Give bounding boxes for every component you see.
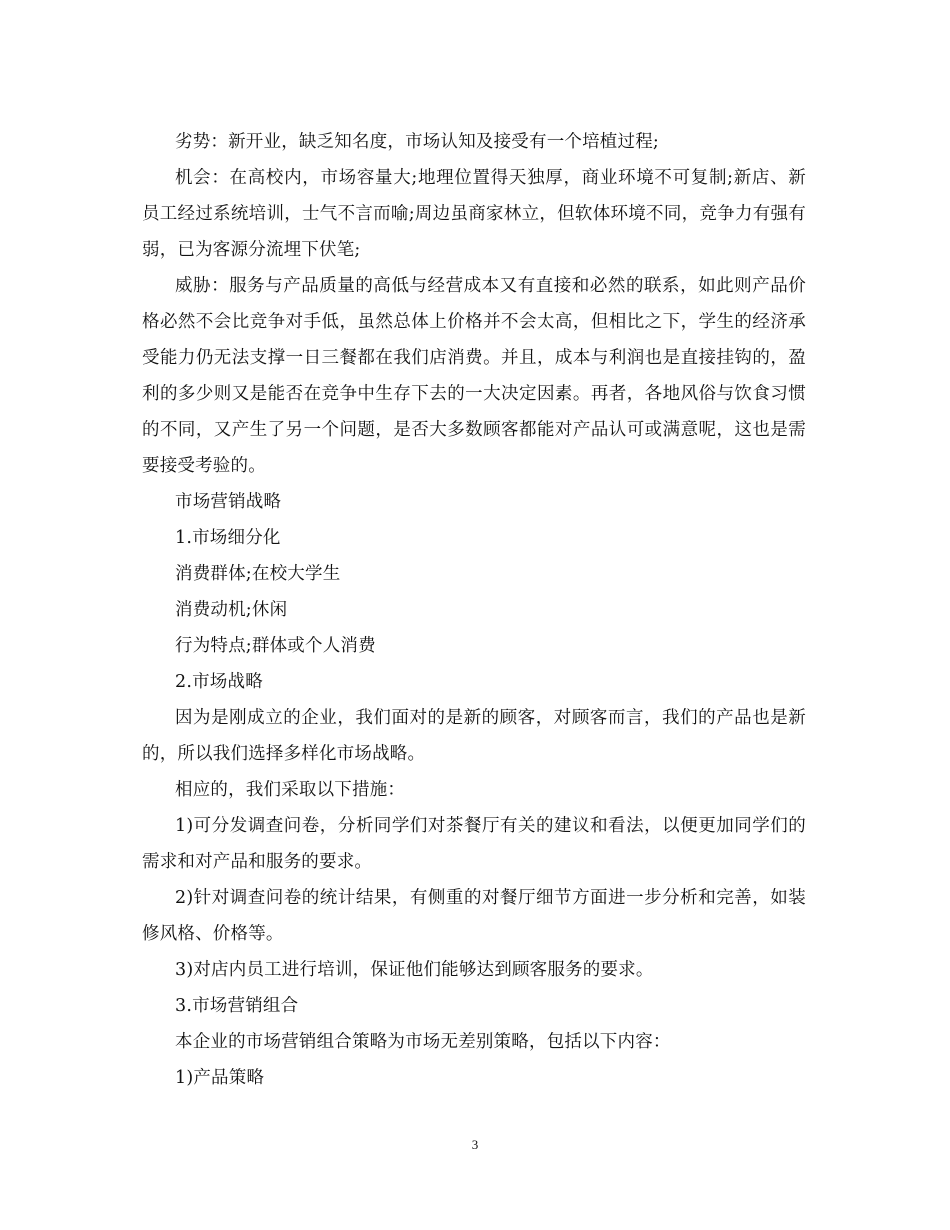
heading-market-segmentation: 1.市场细分化 xyxy=(175,528,281,548)
paragraph-marketing-mix-intro: 本企业的市场营销组合策略为市场无差别策略，包括以下内容： xyxy=(175,1032,671,1052)
document-body xyxy=(142,124,806,1096)
paragraph-measure-2: 2)针对调查问卷的统计结果，有侧重的对餐厅细节方面进一步分析和完善，如装修风格、价格等。 xyxy=(142,888,806,944)
paragraph-consumer-group: 消费群体;在校大学生 xyxy=(175,564,341,584)
page-number: 3 xyxy=(471,1137,479,1152)
paragraph-weakness: 劣势：新开业，缺乏知名度，市场认知及接受有一个培植过程; xyxy=(175,132,659,152)
paragraph-product-strategy: 1)产品策略 xyxy=(175,1068,265,1088)
paragraph-consumer-motive: 消费动机;休闲 xyxy=(175,600,288,620)
paragraph-measures-intro: 相应的，我们采取以下措施： xyxy=(175,780,406,800)
paragraph-threat: 威胁：服务与产品质量的高低与经营成本又有直接和必然的联系，如此则产品价格必然不会比竞争对手低，虽然总体上价格并不会太高，但相比之下，学生的经济承受能力仍无法支撑一日三餐都在我们店消费。并且，成本与利润也是直接挂钩的，盈利的多少则又是能否在竞争中生存下去的一大决定因素。再者，各地风俗与饮食习惯的不同，又产生了另一个问题，是否大多数顾客都能对产品认可或满意呢，这也是需要接受考验的。 xyxy=(142,276,806,476)
heading-marketing-mix: 3.市场营销组合 xyxy=(175,996,299,1016)
heading-market-strategy: 2.市场战略 xyxy=(175,672,263,692)
paragraph-strategy-choice: 因为是刚成立的企业，我们面对的是新的顾客，对顾客而言，我们的产品也是新的，所以我们选择多样化市场战略。 xyxy=(142,708,806,764)
paragraph-opportunity: 机会：在高校内，市场容量大;地理位置得天独厚，商业环境不可复制;新店、新员工经过系统培训，士气不言而喻;周边虽商家林立，但软体环境不同，竞争力有强有弱，已为客源分流埋下伏笔; xyxy=(142,168,806,260)
heading-marketing-strategy: 市场营销战略 xyxy=(175,492,282,512)
paragraph-measure-3: 3)对店内员工进行培训，保证他们能够达到顾客服务的要求。 xyxy=(175,960,654,980)
paragraph-measure-1: 1)可分发调查问卷，分析同学们对茶餐厅有关的建议和看法，以便更加同学们的需求和对产品和服务的要求。 xyxy=(142,816,806,872)
paragraph-behavior-traits: 行为特点;群体或个人消费 xyxy=(175,636,376,656)
